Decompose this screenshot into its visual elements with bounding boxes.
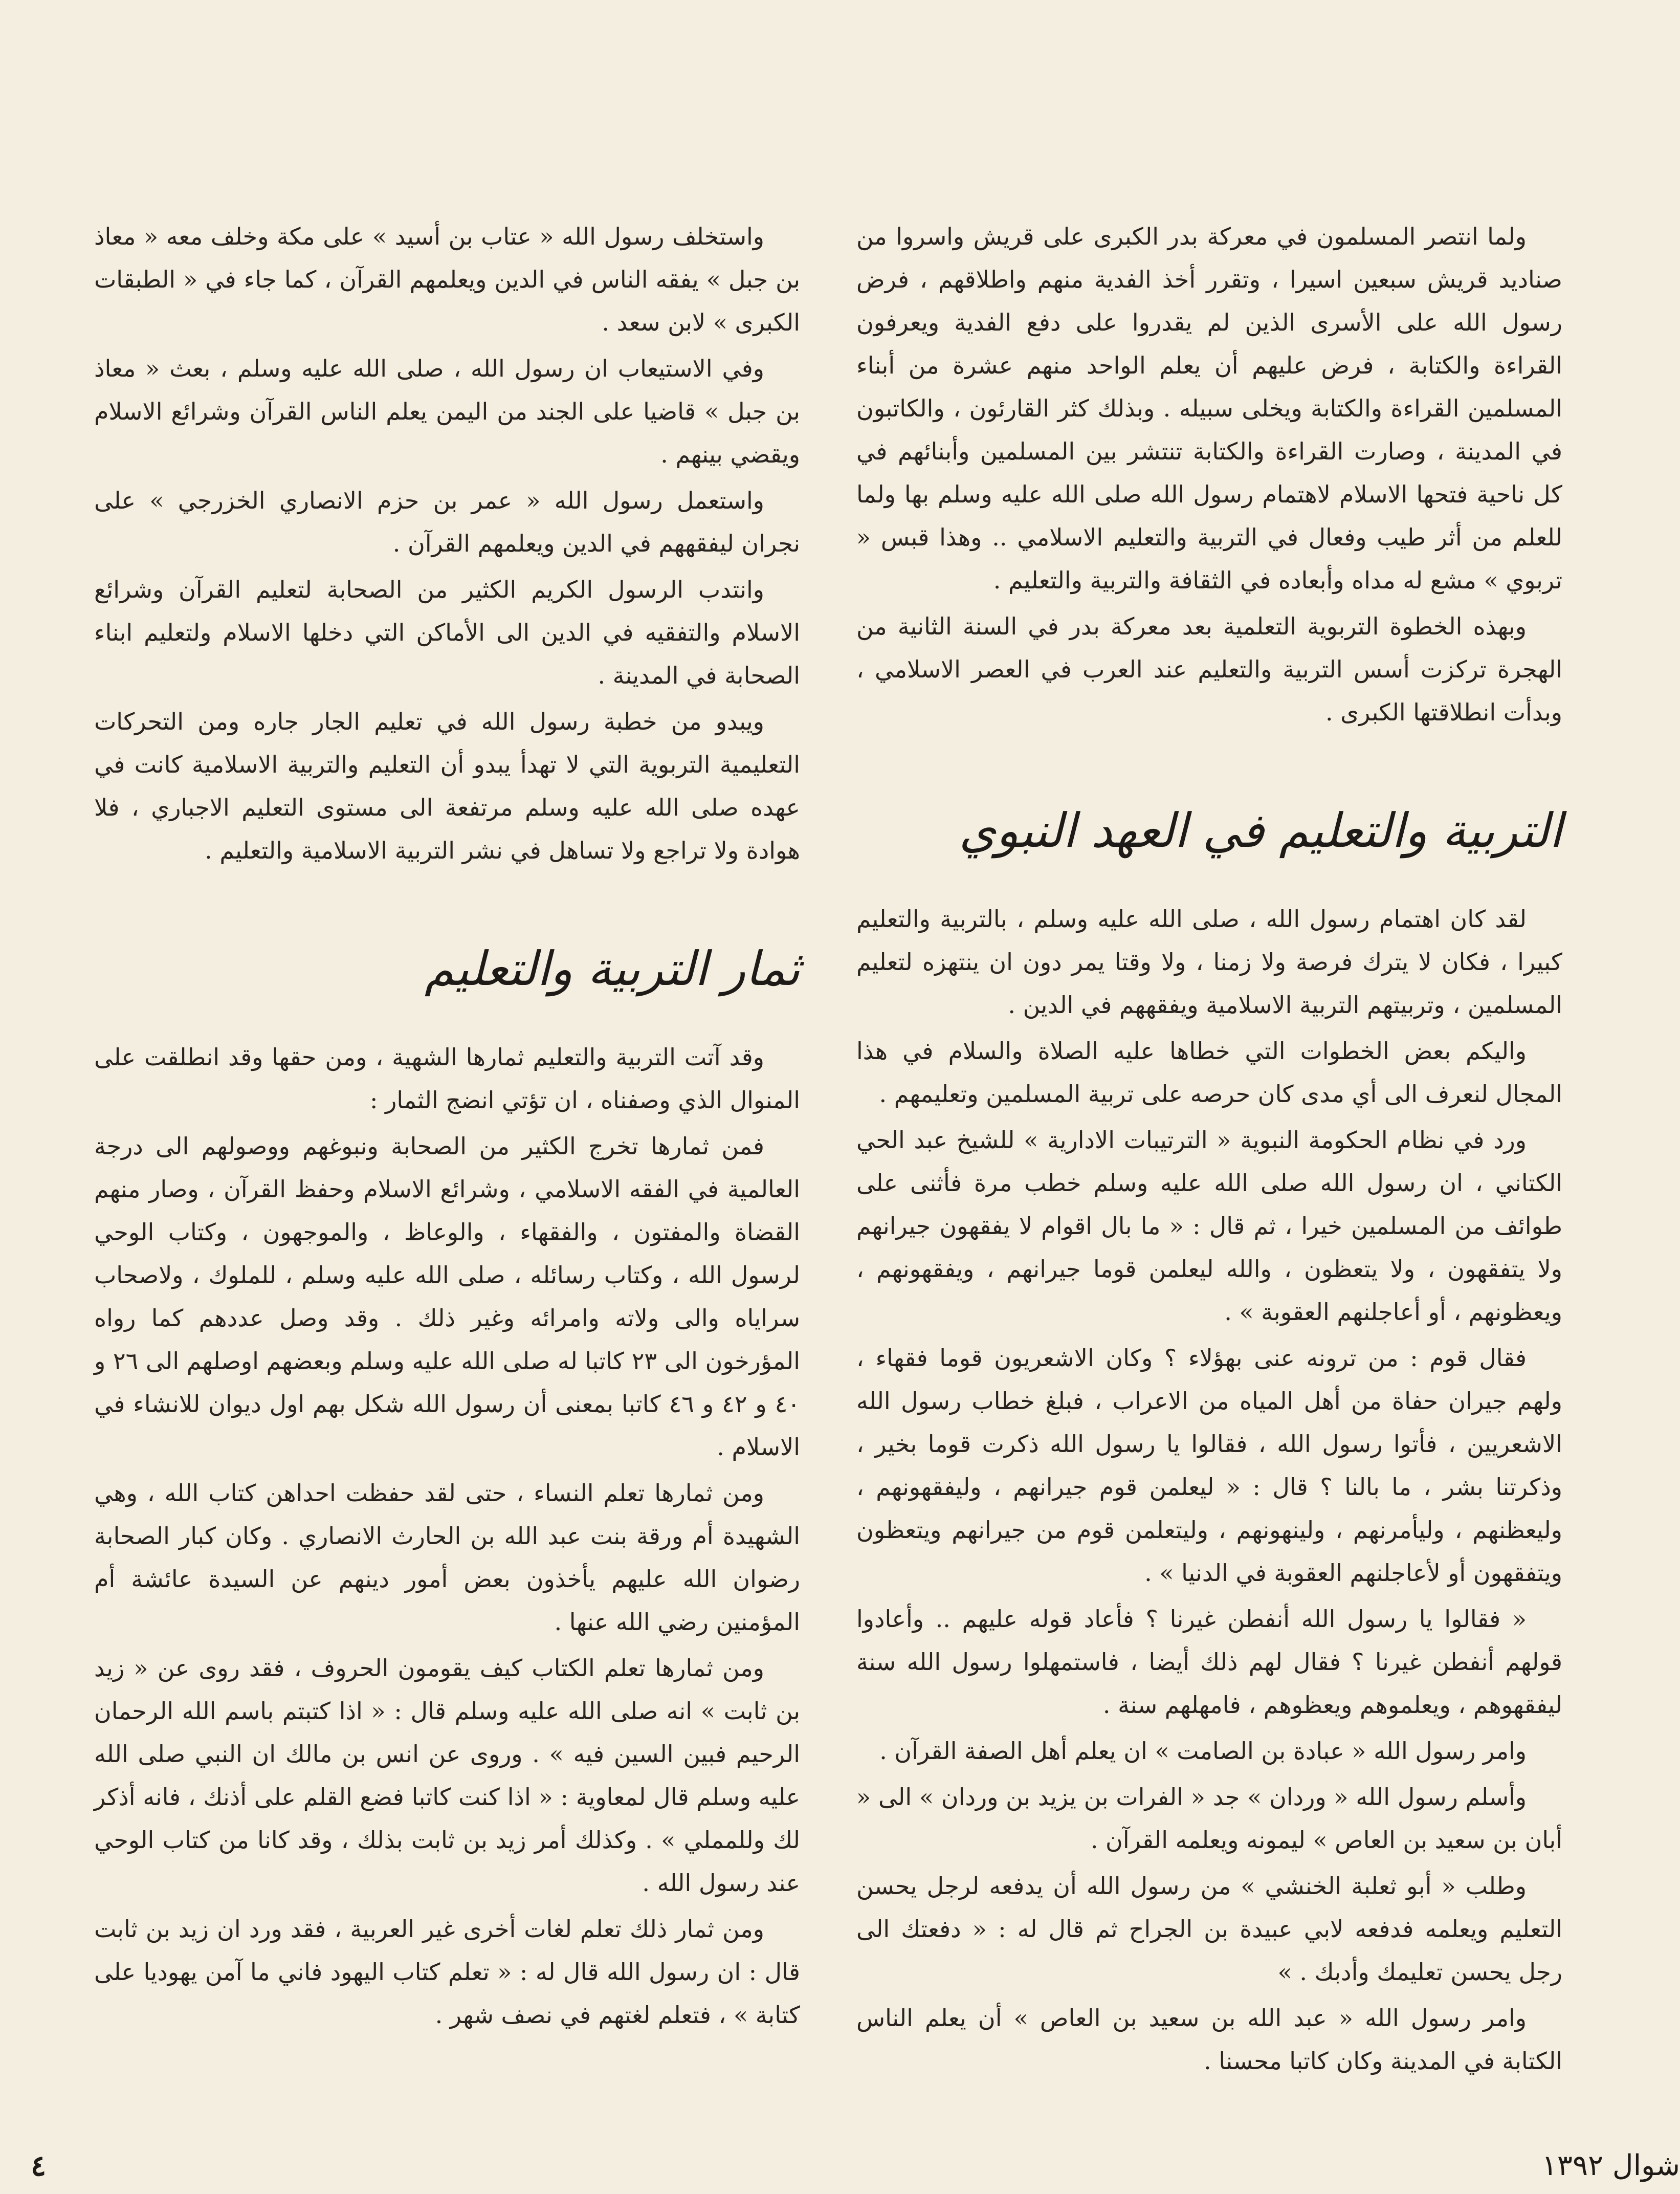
paragraph: وفي الاستيعاب ان رسول الله ، صلى الله عليه وسلم ، بعث « معاذ بن جبل » قاضيا على الجند من اليمن يعلم الناس القرآن وشرائع الاسلام ويقضي بينهم . xyxy=(94,355,800,468)
paragraph: ومن ثمارها تعلم النساء ، حتى لقد حفظت احداهن كتاب الله ، وهي الشهيدة أم ورقة بنت عبد الله بن الحارث الانصاري . وكان كبار الصحابة رضوان الله عليهم يأخذون بعض أمور دينهم عن السيدة عائشة أم المؤمنين رضي الله عنها . xyxy=(94,1479,800,1636)
paragraph: ومن ثمارها تعلم الكتاب كيف يقومون الحروف ، فقد روى عن « زيد بن ثابت » انه صلى الله عليه وسلم قال : « اذا كتبتم باسم الله الرحمان الرحيم فبين السين فيه » . وروى عن انس بن مالك ان النبي صلى الله عليه وسلم قال لمعاوية : « اذا كنت كاتبا فضع القلم على أذنك ، فانه أذكر لك وللمملي » . وكذلك أمر زيد بن ثابت بذلك ، وقد كانا من كتاب الوحي عند رسول الله . xyxy=(94,1654,800,1897)
paragraph: ويبدو من خطبة رسول الله في تعليم الجار جاره ومن التحركات التعليمية التربوية التي لا تهدأ يبدو أن التعليم والتربية الاسلامية كانت في عهده صلى الله عليه وسلم مرتفعة الى مستوى التعليم الاجباري ، فلا هوادة ولا تراجع ولا تساهل في نشر التربية الاسلامية والتعليم . xyxy=(94,708,800,864)
left-column xyxy=(94,215,800,2039)
paragraph: وامر رسول الله « عبادة بن الصامت » ان يعلم أهل الصفة القرآن . xyxy=(879,1737,1527,1765)
section-heading-fruits-of-education: ثمار التربية والتعليم xyxy=(424,941,800,996)
paragraph: واستخلف رسول الله « عتاب بن أسيد » على مكة وخلف معه « معاذ بن جبل » يفقه الناس في الدين ويعلمهم القرآن ، كما جاء في « الطبقات الكبرى » لابن سعد . xyxy=(94,223,800,336)
paragraph: « فقالوا يا رسول الله أنفطن غيرنا ؟ فأعاد قوله عليهم .. وأعادوا قولهم أنفطن غيرنا ؟ فقال لهم ذلك أيضا ، فاستمهلوا رسول الله سنة ليفقهوهم ، ويعلموهم ويعظوهم ، فامهلهم سنة . xyxy=(856,1605,1562,1719)
right-column xyxy=(856,215,1562,2086)
section-heading-education-prophetic-era: التربية والتعليم في العهد النبوي xyxy=(959,803,1562,858)
paragraph: وأسلم رسول الله « وردان » جد « الفرات بن يزيد بن وردان » الى « أبان بن سعيد بن العاص » ليمونه ويعلمه القرآن . xyxy=(856,1783,1562,1854)
paragraph: فقال قوم : من ترونه عنى بهؤلاء ؟ وكان الاشعريون قوما فقهاء ، ولهم جيران حفاة من أهل المياه من الاعراب ، فبلغ خطاب رسول الله الاشعريين ، فأتوا رسول الله ، فقالوا يا رسول الله ذكرت قوما بخير ، وذكرتنا بشر ، ما بالنا ؟ قال : « ليعلمن قوم جيرانهم ، وليفقهونهم ، وليعظنهم ، وليأمرنهم ، ولينهونهم ، وليتعلمن قوم من جيرانهم ويتعظون ويتفقهون أو لأعاجلنهم العقوبة في الدنيا » . xyxy=(856,1344,1562,1587)
paragraph: وانتدب الرسول الكريم الكثير من الصحابة لتعليم القرآن وشرائع الاسلام والتفقيه في الدين الى الأماكن التي دخلها الاسلام ولتعليم ابناء الصحابة في المدينة . xyxy=(94,576,800,689)
page-number: ٤ xyxy=(31,2149,47,2183)
paragraph: ومن ثمار ذلك تعلم لغات أخرى غير العربية ، فقد ورد ان زيد بن ثابت قال : ان رسول الله قال له : « تعلم كتاب اليهود فاني ما آمن يهوديا على كتابة » ، فتعلم لغتهم في نصف شهر . xyxy=(94,1915,800,2029)
paragraph: ورد في نظام الحكومة النبوية « الترتيبات الادارية » للشيخ عبد الحي الكتاني ، ان رسول الله صلى الله عليه وسلم خطب مرة فأثنى على طوائف من المسلمين خيرا ، ثم قال : « ما بال اقوام لا يفقهون جيرانهم ولا يتفقهون ، ولا يتعظون ، والله ليعلمن قوما جيرانهم ، ويفقهونهم ، ويعظونهم ، أو أعاجلنهم العقوبة » . xyxy=(856,1126,1562,1326)
paragraph: ولما انتصر المسلمون في معركة بدر الكبرى على قريش واسروا من صناديد قريش سبعين اسيرا ، وتقرر أخذ الفدية منهم واطلاقهم ، فرض رسول الله على الأسرى الذين لم يقدروا على دفع الفدية ويعرفون القراءة والكتابة ، فرض عليهم أن يعلم الواحد منهم عشرة من أبناء المسلمين القراءة والكتابة ويخلى سبيله . وبذلك كثر القارئون ، والكاتبون في المدينة ، وصارت القراءة والكتابة تنتشر بين المسلمين وأبنائهم في كل ناحية فتحها الاسلام لاهتمام رسول الله صلى الله عليه وسلم بها ولما للعلم من أثر طيب وفعال في التربية والتعليم الاسلامي .. وهذا قبس « تربوي » مشع له مداه وأبعاده في الثقافة والتربية والتعليم . xyxy=(856,223,1562,594)
paragraph: واستعمل رسول الله « عمر بن حزم الانصاري الخزرجي » على نجران ليفقههم في الدين ويعلمهم القرآن . xyxy=(94,487,800,557)
paragraph: وقد آتت التربية والتعليم ثمارها الشهية ، ومن حقها وقد انطلقت على المنوال الذي وصفناه ، ان تؤتي انضج الثمار : xyxy=(94,1043,800,1114)
paragraph: وامر رسول الله « عبد الله بن سعيد بن العاص » أن يعلم الناس الكتابة في المدينة وكان كاتبا محسنا . xyxy=(856,2004,1562,2075)
paragraph: فمن ثمارها تخرج الكثير من الصحابة ونبوغهم ووصولهم الى درجة العالمية في الفقه الاسلامي ، وشرائع الاسلام وحفظ القرآن ، وصار منهم القضاة والمفتون ، والفقهاء ، والوعاظ ، والموجهون ، وكتاب الوحي لرسول الله ، وكتاب رسائله ، صلى الله عليه وسلم ، للملوك ، ولاصحاب سراياه والى ولاته وامرائه وغير ذلك . وقد وصل عددهم كما رواه المؤرخون الى ٢٣ كاتبا له صلى الله عليه وسلم وبعضهم اوصلهم الى ٢٦ و ٤٠ و ٤٢ و ٤٦ كاتبا بمعنى أن رسول الله شكل بهم اول ديوان للانشاء في الاسلام . xyxy=(94,1132,800,1461)
paragraph: لقد كان اهتمام رسول الله ، صلى الله عليه وسلم ، بالتربية والتعليم كبيرا ، فكان لا يترك فرصة ولا زمنا ، ولا وقتا يمر دون ان ينتهزه لتعليم المسلمين ، وتربيتهم التربية الاسلامية ويفقههم في الدين . xyxy=(856,905,1562,1019)
paragraph: وبهذه الخطوة التربوية التعلمية بعد معركة بدر في السنة الثانية من الهجرة تركزت أسس التربية والتعليم عند العرب في العصر الاسلامي ، وبدأت انطلاقتها الكبرى . xyxy=(856,612,1562,726)
paragraph: وطلب « أبو ثعلبة الخنشي » من رسول الله أن يدفعه لرجل يحسن التعليم ويعلمه فدفعه لابي عبيدة بن الجراح ثم قال له : « دفعتك الى رجل يحسن تعليمك وأدبك . » xyxy=(856,1872,1562,1986)
issue-date: شوال ١٣٩٢ xyxy=(1541,2149,1680,2182)
paragraph: واليكم بعض الخطوات التي خطاها عليه الصلاة والسلام في هذا المجال لنعرف الى أي مدى كان حرصه على تربية المسلمين وتعليمهم . xyxy=(856,1037,1562,1108)
